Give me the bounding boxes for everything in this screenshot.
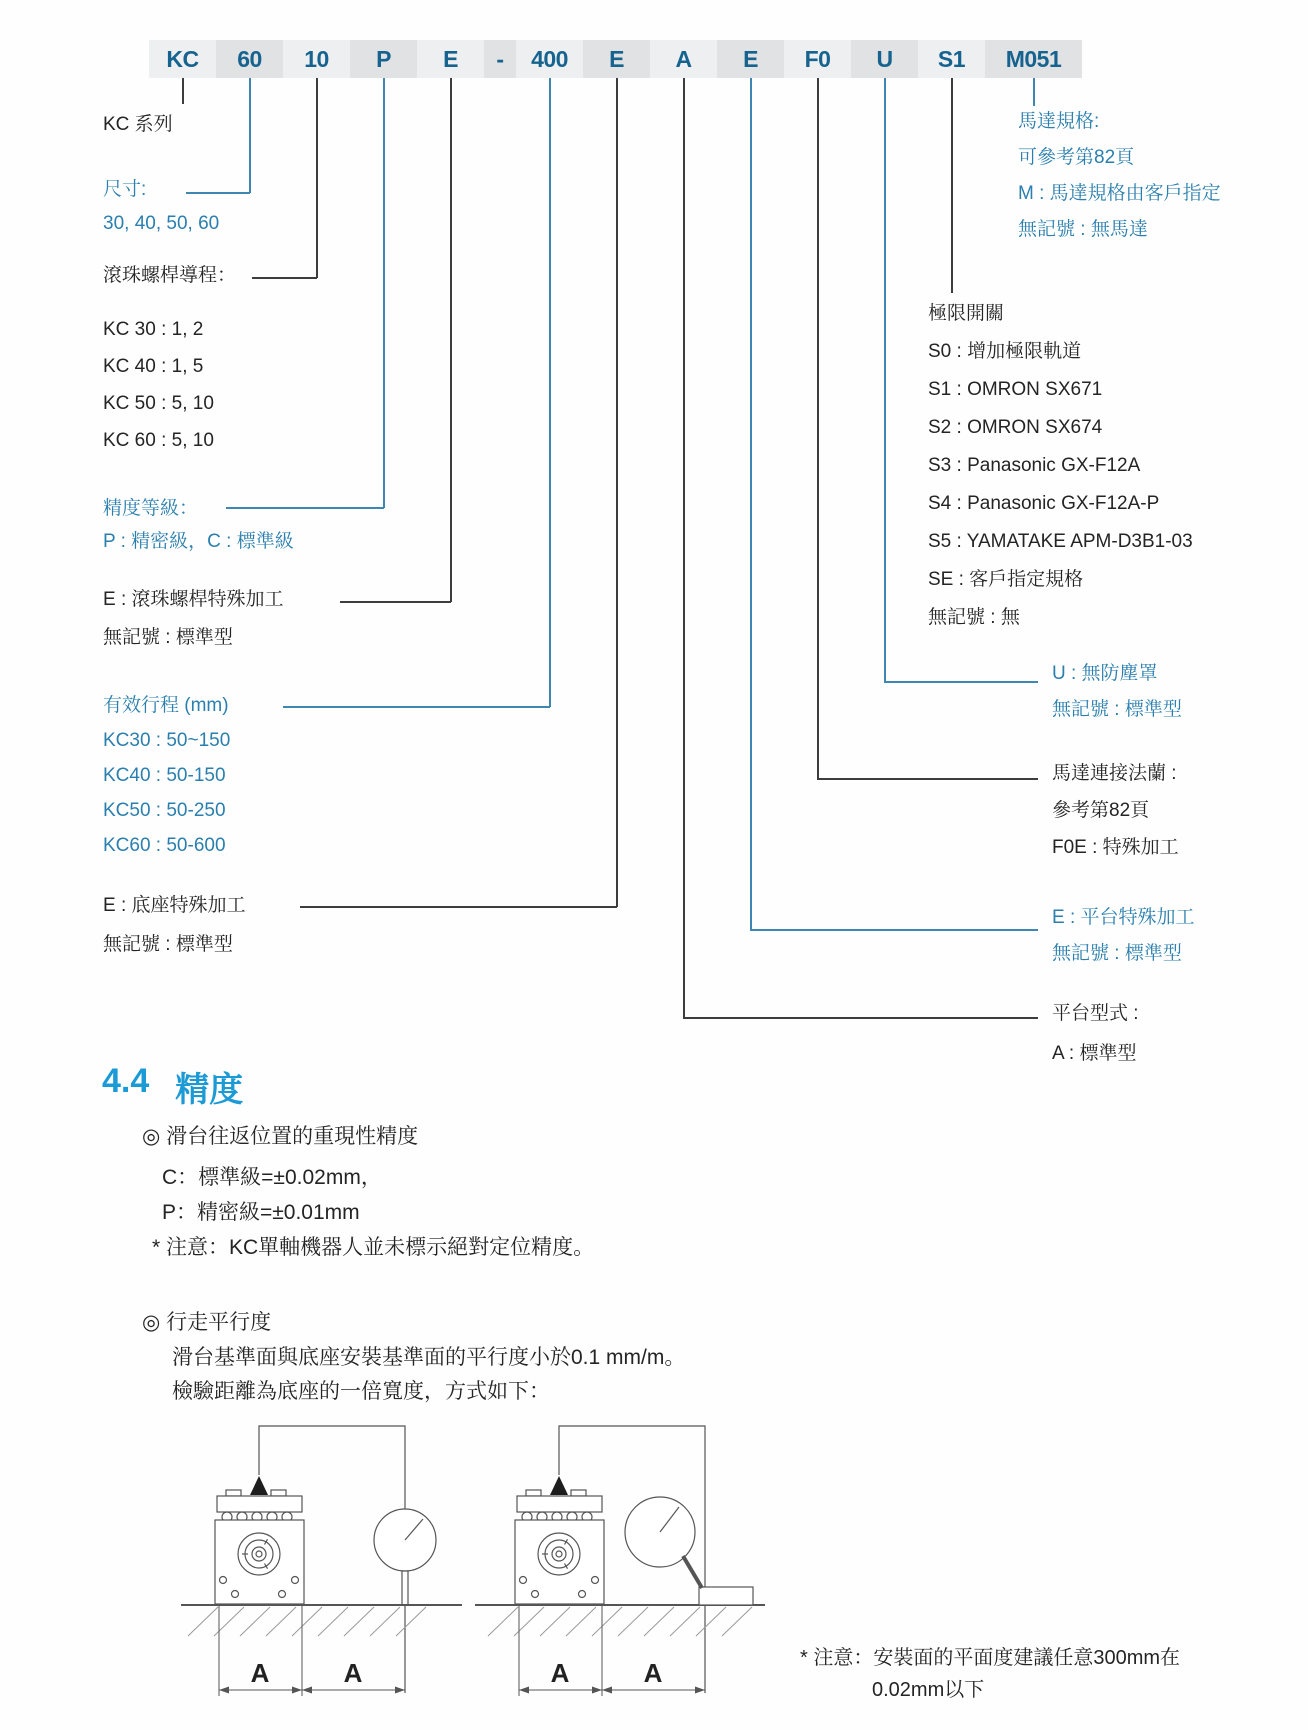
label-stroke-item: KC40 : 50-150	[103, 765, 226, 786]
leader-lead-h	[252, 277, 317, 279]
code-segment-dash: -	[484, 40, 516, 78]
leader-flange-v	[817, 78, 819, 779]
label-screw-special-none: 無記號 : 標準型	[103, 627, 233, 648]
code-segment-screw-special: E	[417, 40, 484, 78]
label-limit-switch: S4 : Panasonic GX-F12A-P	[928, 493, 1160, 514]
code-segment-base-special: E	[583, 40, 650, 78]
label-dust-cover: 無記號 : 標準型	[1052, 699, 1182, 720]
flatness-footnote-line1: * 注意：安裝面的平面度建議任意300mm在	[800, 1647, 1181, 1669]
ground-hatch	[488, 1607, 752, 1636]
label-limit-switch: S2 : OMRON SX674	[928, 417, 1103, 438]
repeatability-line-c: C：標準級=±0.02mm，	[162, 1166, 382, 1189]
label-motor-spec: 馬達規格:	[1018, 111, 1100, 132]
leader-screw-special-v	[450, 78, 452, 602]
code-segment-series: KC	[149, 40, 216, 78]
leader-size-h	[186, 192, 250, 194]
label-motor-spec: 可參考第82頁	[1018, 147, 1135, 168]
code-segment-stroke: 400	[516, 40, 583, 78]
label-limit-switch: 極限開關	[928, 303, 1005, 324]
label-size: 尺寸:	[103, 179, 147, 200]
code-segment-size: 60	[216, 40, 283, 78]
leader-dust-cover-v	[884, 78, 886, 682]
label-grade: 精度等級：	[103, 498, 199, 519]
slider-marker-triangle	[250, 1476, 268, 1495]
label-size-values: 30, 40, 50, 60	[103, 213, 220, 234]
label-limit-switch: S0 : 增加極限軌道	[928, 341, 1082, 362]
label-table-type: 平台型式 :	[1052, 1003, 1139, 1024]
dimension-label-a: A	[550, 1658, 570, 1688]
label-table-special: E : 平台特殊加工	[1052, 907, 1195, 928]
ground-hatch	[188, 1607, 426, 1636]
leader-stroke-v	[549, 78, 551, 707]
parallelism-line1: 滑台基準面與底座安裝基準面的平行度小於0.1 mm/m。	[172, 1346, 686, 1369]
dial-gauge-angled-icon	[625, 1497, 753, 1605]
dial-gauge-icon	[374, 1509, 436, 1605]
label-table-special: 無記號 : 標準型	[1052, 943, 1182, 964]
section-heading	[102, 1062, 243, 1111]
label-lead-item: KC 40 : 1, 5	[103, 356, 204, 377]
flatness-footnote-line2: 0.02mm以下	[872, 1679, 985, 1701]
code-segment-table-special: E	[717, 40, 784, 78]
dimension-label-a: A	[250, 1658, 270, 1688]
label-table-type: A : 標準型	[1052, 1043, 1137, 1064]
dial-probe	[683, 1556, 702, 1588]
label-lead-item: KC 30 : 1, 2	[103, 319, 204, 340]
leader-lead-v	[316, 78, 318, 278]
model-code-bar	[149, 40, 1082, 78]
label-lead-item: KC 60 : 5, 10	[103, 430, 214, 451]
label-flange: 參考第82頁	[1052, 800, 1150, 821]
label-flange: 馬達連接法蘭 :	[1052, 763, 1177, 784]
leader-flange-h	[817, 778, 1038, 780]
flatness-footnote	[800, 1642, 1180, 1706]
label-limit-switch: 無記號 : 無	[928, 607, 1020, 628]
parallelism-heading: ◎ 行走平行度	[142, 1311, 272, 1334]
slider-tab	[571, 1490, 586, 1496]
label-base-special-none: 無記號 : 標準型	[103, 934, 233, 955]
leader-limit-switch	[951, 78, 953, 293]
slider-tab	[526, 1490, 541, 1496]
leader-stroke-h	[283, 706, 550, 708]
label-screw-special: E : 滾珠螺桿特殊加工	[103, 589, 284, 610]
section-title: 精度	[175, 1071, 244, 1109]
parallelism-diagram-left	[170, 1420, 470, 1710]
leader-table-special-h	[750, 929, 1038, 931]
label-stroke-item: KC60 : 50-600	[103, 835, 226, 856]
leader-table-special-v	[750, 78, 752, 930]
label-base-special: E : 底座特殊加工	[103, 895, 246, 916]
slider-plate	[517, 1496, 602, 1512]
dimension-label-a: A	[643, 1658, 663, 1688]
parallelism-diagram-right	[470, 1420, 770, 1710]
label-limit-switch: SE : 客戶指定規格	[928, 569, 1084, 590]
slider-tab	[226, 1490, 241, 1496]
slider-plate	[217, 1496, 302, 1512]
label-dust-cover: U : 無防塵罩	[1052, 663, 1158, 684]
label-limit-switch: S3 : Panasonic GX-F12A	[928, 455, 1141, 476]
repeatability-note: * 注意：KC單軸機器人並未標示絕對定位精度。	[152, 1236, 595, 1259]
slider-marker-triangle	[550, 1476, 568, 1495]
label-limit-switch: S5 : YAMATAKE APM-D3B1-03	[928, 531, 1193, 552]
code-segment-lead: 10	[283, 40, 350, 78]
parallelism-line2: 檢驗距離為底座的一倍寬度，方式如下：	[172, 1380, 550, 1403]
code-segment-table-type: A	[650, 40, 717, 78]
dial-stem	[402, 1571, 408, 1605]
label-limit-switch: S1 : OMRON SX671	[928, 379, 1103, 400]
label-stroke: 有效行程 (mm)	[103, 695, 229, 716]
label-grade-values: P : 精密級，C : 標準級	[103, 531, 294, 552]
code-segment-flange: F0	[784, 40, 851, 78]
leader-screw-special-h	[340, 601, 451, 603]
label-stroke-item: KC50 : 50-250	[103, 800, 226, 821]
leader-table-type-h	[683, 1017, 1038, 1019]
label-series: KC 系列	[103, 114, 173, 135]
probe-block	[699, 1587, 753, 1605]
code-segment-motor: M051	[985, 40, 1082, 78]
leader-table-type-v	[683, 78, 685, 1018]
leader-grade-v	[383, 78, 385, 508]
slider-tab	[271, 1490, 286, 1496]
label-flange: F0E : 特殊加工	[1052, 837, 1179, 858]
leader-dust-cover-h	[884, 681, 1038, 683]
label-lead: 滾珠螺桿導程：	[103, 265, 237, 286]
label-lead-item: KC 50 : 5, 10	[103, 393, 214, 414]
leader-grade-h	[226, 507, 384, 509]
code-segment-grade: P	[350, 40, 417, 78]
section-number: 4.4	[102, 1062, 150, 1100]
code-segment-dust-cover: U	[851, 40, 918, 78]
code-segment-limit-switch: S1	[918, 40, 985, 78]
repeatability-line-p: P：精密級=±0.01mm	[162, 1201, 360, 1224]
repeatability-heading: ◎ 滑台往返位置的重現性精度	[142, 1125, 419, 1148]
label-motor-spec: 無記號 : 無馬達	[1018, 219, 1148, 240]
leader-motor-spec	[1033, 78, 1035, 106]
label-motor-spec: M : 馬達規格由客戶指定	[1018, 183, 1221, 204]
leader-series	[182, 78, 184, 104]
leader-base-special-h	[300, 906, 617, 908]
dimension-label-a: A	[343, 1658, 363, 1688]
leader-base-special-v	[616, 78, 618, 907]
label-stroke-item: KC30 : 50~150	[103, 730, 231, 751]
leader-size-v	[249, 78, 251, 193]
